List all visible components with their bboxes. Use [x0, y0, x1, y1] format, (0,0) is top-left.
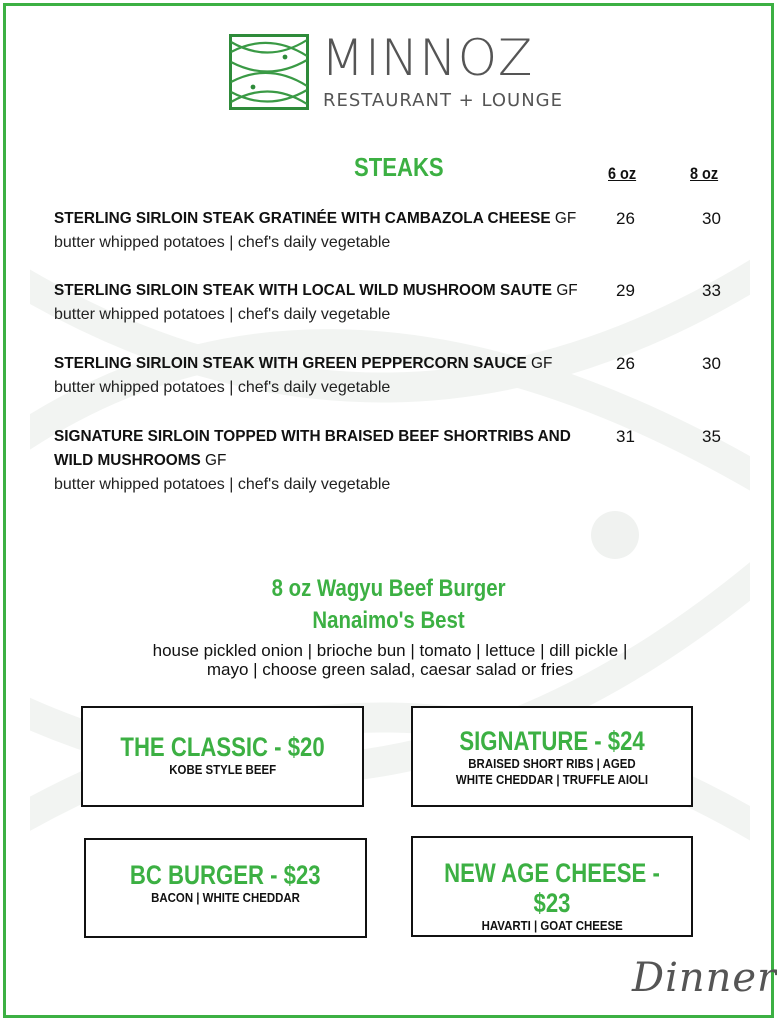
menu-item: [54, 207, 734, 255]
menu-item: [54, 279, 734, 327]
menu-item-description: butter whipped potatoes | chef's daily vegetable: [54, 379, 391, 396]
burger-option-title: BC BURGER - $23: [130, 860, 321, 890]
size-header-8oz: 8 oz: [690, 164, 719, 183]
menu-item: [54, 425, 734, 497]
menu-item-name: SIGNATURE SIRLOIN TOPPED WITH BRAISED BEEF SHORTRIBS AND WILD MUSHROOMS GF: [54, 428, 571, 469]
price-6oz: 26: [616, 354, 635, 373]
brand-name: MINNOZ: [321, 29, 534, 87]
burger-option-title: THE CLASSIC - $20: [120, 732, 325, 762]
burger-subtitle: Nanaimo's Best: [312, 607, 465, 634]
brand-subtitle: RESTAURANT + LOUNGE: [323, 90, 563, 111]
burger-option-toppings: BRAISED SHORT RIBS | AGED WHITE CHEDDAR | TRUFFLE AIOLI: [455, 756, 649, 787]
menu-item-name: STERLING SIRLOIN STEAK WITH GREEN PEPPERCORN SAUCE GF: [54, 355, 553, 372]
burger-option-title: SIGNATURE - $24: [459, 726, 645, 756]
price-8oz: 30: [702, 209, 721, 228]
burger-title: 8 oz Wagyu Beef Burger: [271, 575, 506, 602]
menu-item-name: STERLING SIRLOIN STEAK WITH LOCAL WILD MUSHROOM SAUTE GF: [54, 282, 578, 299]
price-6oz: 26: [616, 209, 635, 228]
size-header-6oz: 6 oz: [608, 164, 637, 183]
burger-option-new-age-cheese: [411, 836, 693, 937]
menu-item-description: butter whipped potatoes | chef's daily vegetable: [54, 234, 391, 251]
price-6oz: 31: [616, 427, 635, 446]
price-8oz: 30: [702, 354, 721, 373]
menu-item-description: butter whipped potatoes | chef's daily vegetable: [54, 476, 391, 493]
gluten-free-tag: GF: [556, 282, 578, 299]
section-title-steaks: STEAKS: [354, 152, 444, 182]
burger-option-classic: [81, 706, 364, 807]
restaurant-logo: [229, 29, 563, 114]
price-8oz: 33: [702, 281, 721, 300]
burger-option-title: NEW AGE CHEESE - $23: [444, 858, 660, 918]
price-8oz: 35: [702, 427, 721, 446]
burger-option-bc-burger: [84, 838, 367, 938]
burger-description: house pickled onion | brioche bun | tomato | lettuce | dill pickle | mayo | choose green salad, caesar salad or fries: [152, 641, 628, 679]
burger-option-signature: [411, 706, 693, 807]
burger-option-toppings: KOBE STYLE BEEF: [169, 762, 276, 777]
price-6oz: 29: [616, 281, 635, 300]
menu-item-name: STERLING SIRLOIN STEAK GRATINÉE WITH CAMBAZOLA CHEESE GF: [54, 210, 577, 227]
gluten-free-tag: GF: [205, 452, 227, 469]
menu-item: [54, 352, 734, 400]
menu-item-description: butter whipped potatoes | chef's daily vegetable: [54, 306, 391, 323]
menu-type-label: Dinner: [632, 955, 777, 1001]
fish-logo-icon: [229, 34, 309, 110]
gluten-free-tag: GF: [531, 355, 553, 372]
gluten-free-tag: GF: [554, 210, 577, 227]
burger-option-toppings: BACON | WHITE CHEDDAR: [151, 890, 300, 905]
burger-option-toppings: HAVARTI | GOAT CHEESE: [481, 918, 623, 933]
